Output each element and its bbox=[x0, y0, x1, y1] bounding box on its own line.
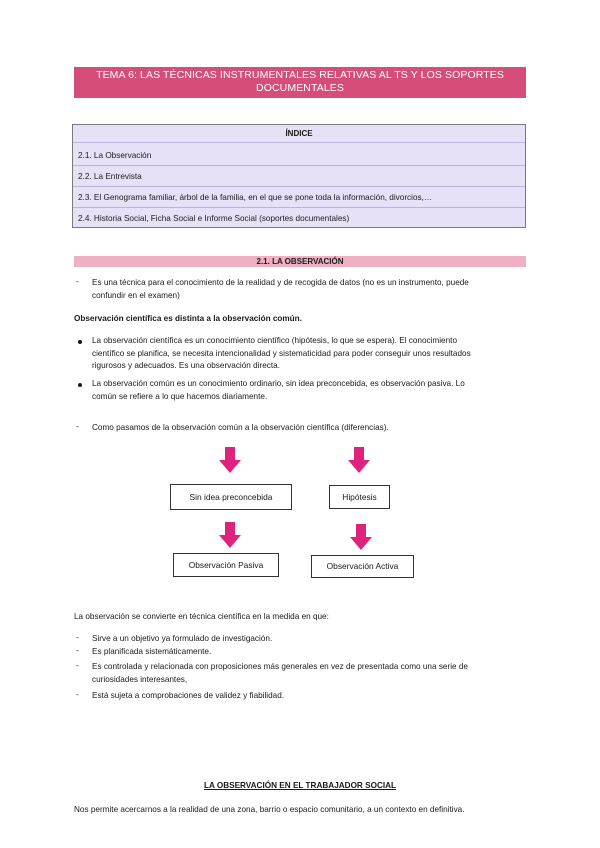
bullet-scientific bbox=[92, 335, 527, 373]
index-divider bbox=[73, 142, 525, 143]
down-arrow-icon bbox=[348, 447, 370, 473]
condition-item: Sirve a un objetivo ya formulado de investigación. bbox=[92, 634, 273, 643]
condition-line: curiosidades interesantes, bbox=[92, 674, 188, 684]
subheading-observacion-cientifica: Observación científica es distinta a la observación común. bbox=[74, 314, 302, 323]
definition-paragraph bbox=[92, 277, 527, 302]
bullet1-line-1: La observación científica es un conocimiento científico (hipótesis, lo que se espera). El conocimiento bbox=[92, 336, 457, 345]
bullet2-line-2: común se refiere a lo que hacemos diariamente. bbox=[92, 391, 268, 401]
dash-marker: - bbox=[76, 661, 79, 670]
index-box bbox=[72, 124, 526, 228]
condition-item bbox=[92, 661, 527, 686]
section-heading-trabajador-social: LA OBSERVACIÓN EN EL TRABAJADOR SOCIAL bbox=[203, 781, 397, 790]
index-divider bbox=[73, 186, 525, 187]
down-arrow-icon bbox=[219, 522, 241, 548]
down-arrow-icon bbox=[219, 447, 241, 473]
index-divider bbox=[73, 207, 525, 208]
dash-marker: - bbox=[76, 277, 79, 286]
condition-item: Es planificada sistemáticamente. bbox=[92, 647, 212, 656]
index-item-1[interactable]: 2.1. La Observación bbox=[78, 151, 152, 160]
trabajador-social-text: Nos permite acercarnos a la realidad de una zona, barrio o espacio comunitario, a un contexto en definitiva. bbox=[74, 805, 465, 814]
section-heading-observacion: 2.1. LA OBSERVACIÓN bbox=[74, 256, 526, 267]
bullet-marker bbox=[78, 383, 82, 387]
box-observacion-activa: Observación Activa bbox=[311, 555, 414, 578]
bullet-common bbox=[92, 378, 527, 403]
index-item-4[interactable]: 2.4. Historia Social, Ficha Social e Informe Social (soportes documentales) bbox=[78, 214, 350, 223]
bullet2-line-1: La observación común es un conocimiento ordinario, sin idea preconcebida, es observación pasiva. Lo bbox=[92, 379, 465, 388]
bullet-marker bbox=[78, 340, 82, 344]
dash-marker: - bbox=[76, 646, 79, 655]
dash-marker: - bbox=[76, 633, 79, 642]
title-line-1: TEMA 6: LAS TÉCNICAS INSTRUMENTALES RELATIVAS AL TS Y LOS SOPORTES bbox=[96, 69, 504, 81]
conditions-intro: La observación se convierte en técnica científica en la medida en que: bbox=[74, 612, 329, 621]
bullet1-line-2: científico se planifica, se necesita intencionalidad y sistematicidad para poder conseguir unos resultados bbox=[92, 348, 471, 358]
comparison-text: Como pasamos de la observación común a la observación científica (diferencias). bbox=[92, 423, 389, 432]
box-hipotesis: Hipótesis bbox=[329, 485, 390, 509]
down-arrow-icon bbox=[350, 524, 372, 550]
definition-line-1: Es una técnica para el conocimiento de la realidad y de recogida de datos (no es un instrumento, puede bbox=[92, 278, 469, 287]
index-item-2[interactable]: 2.2. La Entrevista bbox=[78, 172, 142, 181]
condition-line: Es controlada y relacionada con proposiciones más generales en vez de presentada como una serie de bbox=[92, 662, 468, 671]
index-item-3[interactable]: 2.3. El Genograma familiar, árbol de la familia, en el que se pone toda la información, divorcios,… bbox=[78, 193, 433, 202]
dash-marker: - bbox=[76, 422, 79, 431]
bullet1-line-3: rigurosos y adecuados. Es una observación directa. bbox=[92, 361, 280, 370]
dash-marker: - bbox=[76, 690, 79, 699]
condition-item: Está sujeta a comprobaciones de validez y fiabilidad. bbox=[92, 691, 285, 700]
title-line-2: DOCUMENTALES bbox=[256, 82, 344, 94]
title-banner bbox=[74, 67, 526, 98]
box-sin-idea-preconcebida: Sin idea preconcebida bbox=[170, 484, 292, 510]
index-divider bbox=[73, 165, 525, 166]
index-heading: ÍNDICE bbox=[285, 129, 313, 138]
box-observacion-pasiva: Observación Pasiva bbox=[173, 553, 279, 577]
definition-line-2: confundir en el examen) bbox=[92, 290, 180, 300]
